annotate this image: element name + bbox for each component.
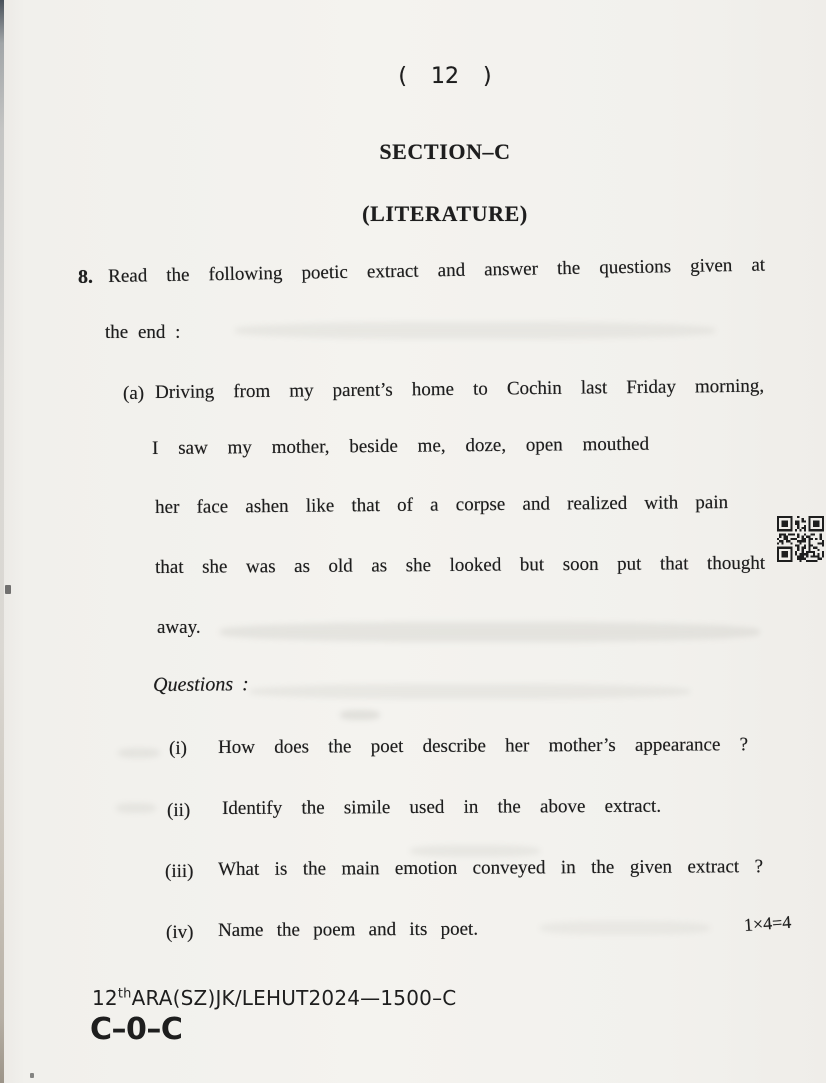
qr-code-icon xyxy=(777,516,824,562)
sub-question-text: What is the main emotion conveyed in the given extract ? xyxy=(218,856,764,880)
marks-allocation: 1×4=4 xyxy=(743,911,792,935)
bleed-through-smudge xyxy=(116,803,156,813)
question-number: 8. xyxy=(78,266,93,288)
sub-question-label: (iv) xyxy=(166,922,194,943)
bleed-through-smudge xyxy=(220,622,760,642)
section-title: SECTION–C xyxy=(379,139,511,164)
paper-code xyxy=(92,986,456,1010)
scanned-page-left-edge xyxy=(0,0,4,1083)
bleed-through-smudge xyxy=(235,322,715,339)
paper-code-superscript: th xyxy=(117,986,132,1002)
paper-code-rest: ARA(SZ)JK/LEHUT2024—1500–C xyxy=(131,986,457,1010)
question-intro-line2: the end : xyxy=(105,322,181,343)
sub-question-label: (iii) xyxy=(165,861,194,882)
page-number: ( 12 ) xyxy=(398,64,492,89)
bleed-through-smudge xyxy=(540,921,710,935)
extract-line: away. xyxy=(157,617,201,638)
extract-line: I saw my mother, beside me, doze, open mouthed xyxy=(152,433,650,459)
sub-question-label: (i) xyxy=(169,738,187,759)
extract-line: that she was as old as she looked but soon put that thought xyxy=(155,552,766,578)
part-a-label: (a) xyxy=(123,383,145,404)
scan-speck xyxy=(5,585,11,594)
section-subtitle: (LITERATURE) xyxy=(362,201,528,226)
bleed-through-smudge xyxy=(410,845,540,857)
question-intro-line1: Read the following poetic extract and answer the questions given at xyxy=(108,254,766,287)
sub-question-text: How does the poet describe her mother’s appearance ? xyxy=(218,734,749,758)
sub-question-text: Name the poem and its poet. xyxy=(218,918,479,941)
bleed-through-smudge xyxy=(250,684,690,699)
sub-question-label: (ii) xyxy=(167,800,191,821)
bleed-through-smudge xyxy=(118,748,160,758)
bleed-through-smudge xyxy=(340,710,380,720)
sub-question-text: Identify the simile used in the above extract. xyxy=(222,795,662,819)
scan-speck xyxy=(30,1073,34,1078)
extract-line: her face ashen like that of a corpse and realized with pain xyxy=(155,491,729,518)
extract-line: Driving from my parent’s home to Cochin last Friday morning, xyxy=(155,375,765,403)
paper-code-prefix: 12 xyxy=(92,986,118,1010)
booklet-code: C–0–C xyxy=(90,1012,183,1047)
questions-heading: Questions : xyxy=(153,673,249,696)
